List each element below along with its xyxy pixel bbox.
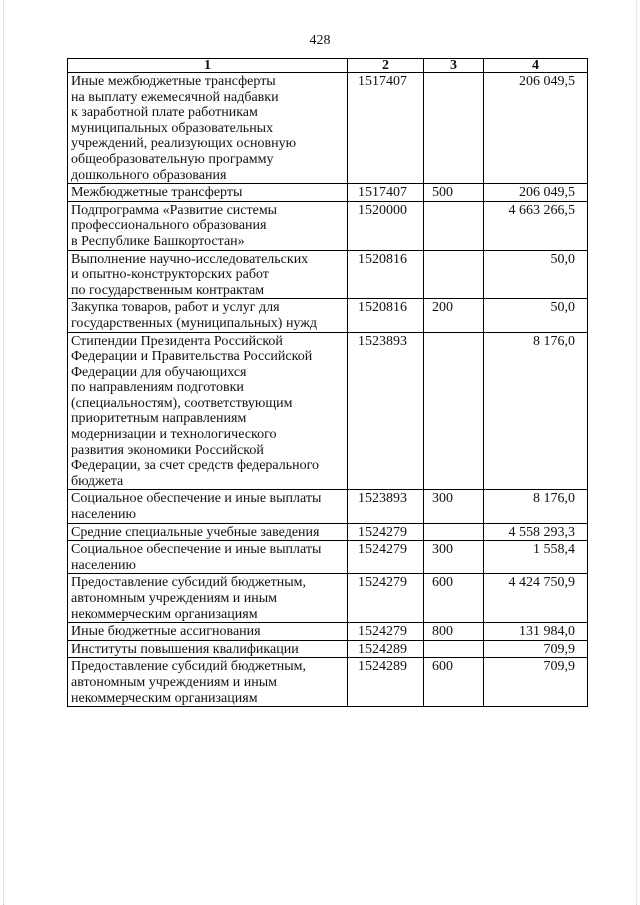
row-kind (424, 201, 484, 250)
row-code: 1524279 (348, 574, 424, 623)
row-amount: 131 984,0 (484, 623, 588, 641)
row-amount: 4 663 266,5 (484, 201, 588, 250)
row-amount: 50,0 (484, 250, 588, 299)
row-kind: 600 (424, 574, 484, 623)
table-row (68, 250, 588, 299)
row-amount: 8 176,0 (484, 332, 588, 490)
row-name: Стипендии Президента Российской Федерации и Правительства Российской Федерации для обучающихся по направлениям подготовки (специальностям), соответствующим приоритетным направлениям модернизации и технологического развития экономики Российской Федерации, за счет средств федерального бюджета (68, 332, 348, 490)
table-row (68, 523, 588, 541)
table-row (68, 201, 588, 250)
row-amount: 206 049,5 (484, 73, 588, 184)
row-kind: 800 (424, 623, 484, 641)
row-name: Институты повышения квалификации (68, 640, 348, 658)
row-amount: 4 424 750,9 (484, 574, 588, 623)
table-row (68, 73, 588, 184)
row-name: Средние специальные учебные заведения (68, 523, 348, 541)
row-kind: 300 (424, 490, 484, 523)
row-code: 1520000 (348, 201, 424, 250)
table-row (68, 640, 588, 658)
row-amount: 4 558 293,3 (484, 523, 588, 541)
row-name: Закупка товаров, работ и услуг для государственных (муниципальных) нужд (68, 299, 348, 332)
row-name: Социальное обеспечение и иные выплаты населению (68, 541, 348, 574)
row-code: 1524289 (348, 658, 424, 707)
table-row (68, 574, 588, 623)
row-kind (424, 73, 484, 184)
row-amount: 8 176,0 (484, 490, 588, 523)
row-name: Выполнение научно-исследовательских и опытно-конструкторских работ по государственным контрактам (68, 250, 348, 299)
row-code: 1524279 (348, 523, 424, 541)
header-row (68, 59, 588, 73)
row-kind: 600 (424, 658, 484, 707)
row-kind (424, 640, 484, 658)
table-row (68, 490, 588, 523)
table-row (68, 541, 588, 574)
budget-table (67, 58, 588, 707)
row-code: 1520816 (348, 299, 424, 332)
row-code: 1524279 (348, 623, 424, 641)
table-row (68, 623, 588, 641)
row-code: 1520816 (348, 250, 424, 299)
row-code: 1523893 (348, 332, 424, 490)
page-number: 428 (309, 33, 331, 48)
column-header-4: 4 (484, 59, 588, 73)
row-kind (424, 332, 484, 490)
row-amount: 709,9 (484, 640, 588, 658)
row-amount: 50,0 (484, 299, 588, 332)
column-header-1: 1 (68, 59, 348, 73)
column-header-3: 3 (424, 59, 484, 73)
table-row (68, 332, 588, 490)
row-name: Иные межбюджетные трансферты на выплату ежемесячной надбавки к заработной плате работникам муниципальных образовательных учреждений, реализующих основную общеобразовательную программу дошкольного образования (68, 73, 348, 184)
table-row (68, 299, 588, 332)
row-code: 1524289 (348, 640, 424, 658)
row-name: Иные бюджетные ассигнования (68, 623, 348, 641)
row-name: Межбюджетные трансферты (68, 184, 348, 202)
row-name: Предоставление субсидий бюджетным, автономным учреждениям и иным некоммерческим организациям (68, 574, 348, 623)
row-kind: 200 (424, 299, 484, 332)
scan-edge-right (636, 0, 638, 905)
row-kind (424, 250, 484, 299)
row-amount: 206 049,5 (484, 184, 588, 202)
scan-edge-left (3, 0, 5, 905)
row-name: Предоставление субсидий бюджетным, автономным учреждениям и иным некоммерческим организациям (68, 658, 348, 707)
row-kind: 500 (424, 184, 484, 202)
row-amount: 709,9 (484, 658, 588, 707)
row-name: Подпрограмма «Развитие системы профессионального образования в Республике Башкортостан» (68, 201, 348, 250)
row-code: 1524279 (348, 541, 424, 574)
table-row (68, 658, 588, 707)
row-code: 1523893 (348, 490, 424, 523)
row-code: 1517407 (348, 184, 424, 202)
row-kind: 300 (424, 541, 484, 574)
row-name: Социальное обеспечение и иные выплаты населению (68, 490, 348, 523)
table-row (68, 184, 588, 202)
column-header-2: 2 (348, 59, 424, 73)
row-kind (424, 523, 484, 541)
row-amount: 1 558,4 (484, 541, 588, 574)
row-code: 1517407 (348, 73, 424, 184)
